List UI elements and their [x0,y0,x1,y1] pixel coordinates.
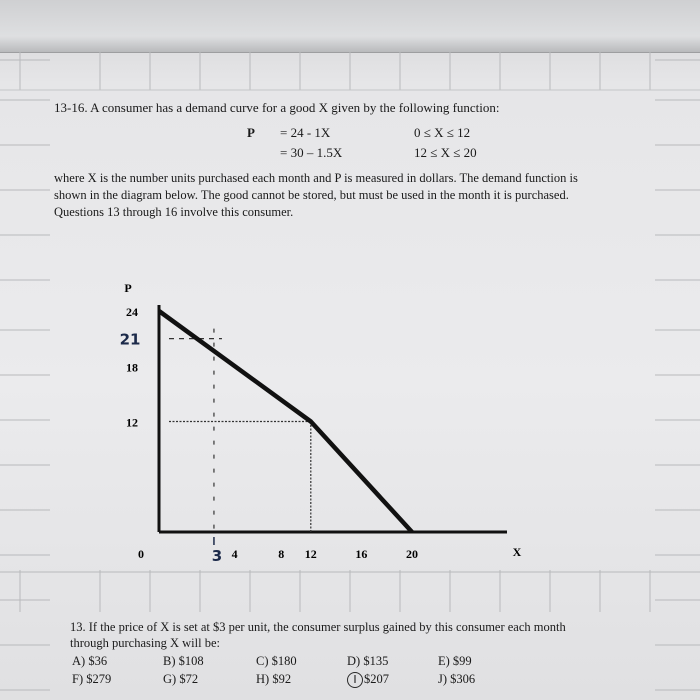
handwritten-annotation: 3 [211,547,223,565]
answer-option-label: B) $108 [163,654,204,668]
equation-2: = 30 – 1.5X [280,145,343,160]
answer-option-selected[interactable] [347,672,389,688]
description-line: Questions 13 through 16 involve this consumer. [54,205,294,219]
x-tick-label: 8 [278,547,285,561]
x-tick-label: 12 [304,547,317,561]
answer-option[interactable] [163,672,198,687]
description-line: shown in the diagram below. The good cannot be stored, but must be used in the month it is purchased. [54,188,569,202]
question-13 [70,619,566,651]
answer-option-label: F) $279 [72,672,112,686]
question-line: through purchasing X will be: [70,636,220,650]
handwritten-annotation: 21 [119,330,141,349]
answer-option-label: E) $99 [438,654,472,668]
x-tick-label: 16 [355,547,368,561]
y-tick-label: 18 [126,360,138,375]
answer-option[interactable] [347,654,388,669]
answer-option-label: J) $306 [438,672,476,686]
price-symbol: P [247,125,255,140]
answer-option-label: C) $180 [256,654,297,668]
condition-1: 0 ≤ X ≤ 12 [414,125,471,140]
circled-answer-mark: I [347,672,363,688]
y-axis-label: P [124,281,132,295]
condition-2: 12 ≤ X ≤ 20 [414,145,477,160]
answer-option[interactable] [163,654,204,669]
problem-heading: 13-16. A consumer has a demand curve for a good X given by the following function: [54,100,500,115]
x-tick-label: 4 [231,547,238,561]
y-tick-label: 24 [126,305,138,319]
answer-option[interactable] [256,654,297,669]
question-line: 13. If the price of X is set at $3 per unit, the consumer surplus gained by this consumer each month [70,620,566,634]
x-axis-label: X [512,545,522,559]
equation-1: = 24 - 1X [280,125,331,140]
y-tick-label: 12 [126,415,138,430]
answer-option[interactable] [256,672,291,687]
answer-option-label: A) $36 [72,654,108,668]
answer-option[interactable] [438,672,475,687]
answer-option-label: G) $72 [163,672,199,686]
x-tick-label: 0 [138,547,144,561]
answer-option[interactable] [72,672,111,687]
answer-option-label: H) $92 [256,672,292,686]
answer-option-label: D) $135 [347,654,389,668]
x-tick-label: 20 [406,547,418,561]
answer-option-label: $207 [364,672,389,686]
answer-option[interactable] [438,654,472,669]
answer-option[interactable] [72,654,107,669]
description-line: where X is the number units purchased each month and P is measured in dollars. The demand function is [54,171,578,185]
